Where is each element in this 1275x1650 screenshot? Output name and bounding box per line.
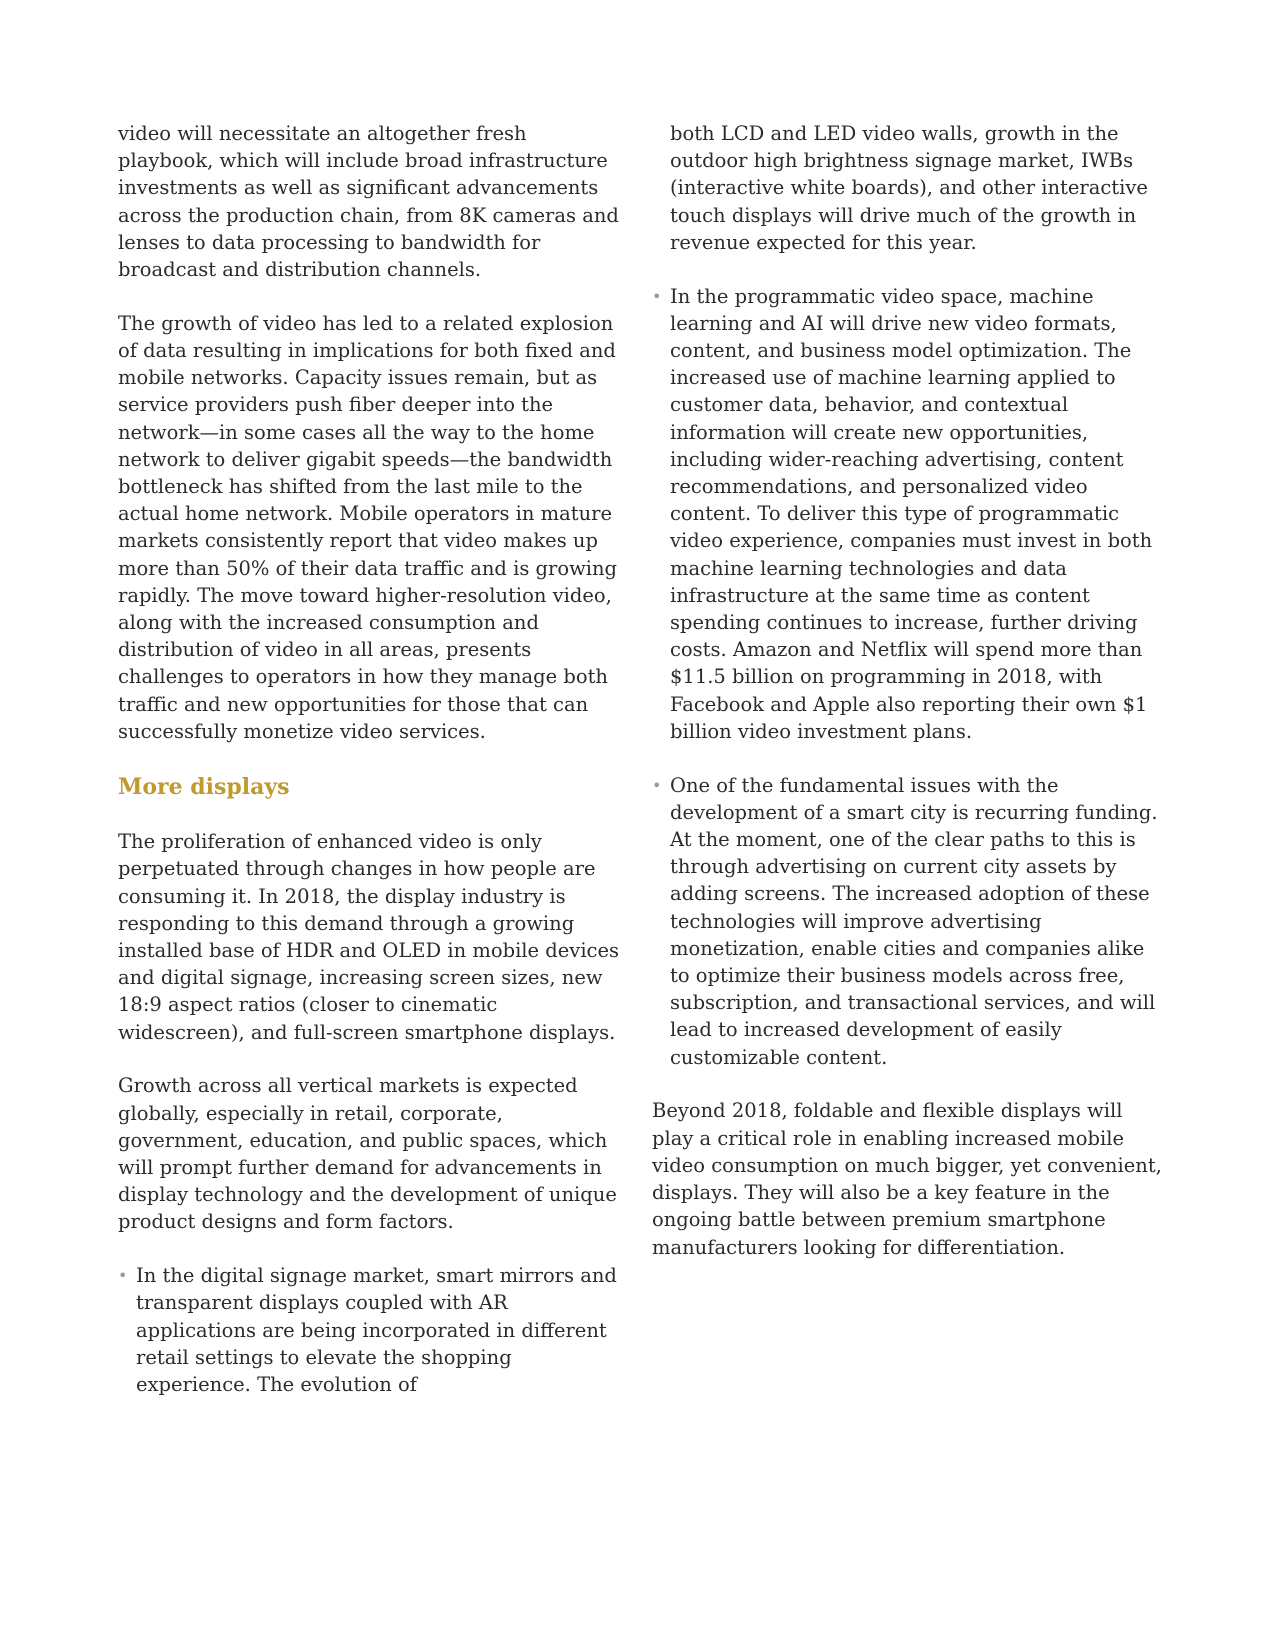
bullet-text: In the programmatic video space, machine learning and AI will drive new video formats, content, and business model optimization. The increased use of machine learning applied to customer data, behavior, and contextual information will create new opportunities, including wider-reaching advertising, content recommendations, and personalized video content. To deliver this type of programmatic video experience, companies must invest in both machine learning technologies and data infrastructure at the same time as content spending continues to increase, further driving costs. Amazon and Netflix will spend more than $11.5 billion on programming in 2018, with Facebook and Apple also reporting their own $1 billion video investment plans.: [670, 284, 1153, 743]
bullet-list: [118, 1262, 628, 1398]
bullet-continuation-video-walls: both LCD and LED video walls, growth in the outdoor high brightness signage market, IWBs (interactive white boards), and other interactive touch displays will drive much of the growth in revenue expected for this year.: [670, 122, 1148, 254]
bullet-item-smart-city: [652, 772, 1164, 1071]
bullet-dot: •: [118, 1266, 128, 1286]
left-column: [118, 120, 628, 1425]
bullet-text: In the digital signage market, smart mirrors and transparent displays coupled with AR applications are being incorporated in different retail settings to elevate the shopping experience. The evolution of: [136, 1264, 617, 1397]
bullet-dot: •: [652, 286, 662, 306]
paragraph-vertical-markets: Growth across all vertical markets is expected globally, especially in retail, corporate, government, education, and public spaces, which will prompt further demand for advancements in display technology and the development of unique product designs and form factors.: [118, 1074, 617, 1234]
bullet-list-right: [652, 283, 1164, 1071]
bullet-dot: •: [652, 775, 662, 795]
bullet-text: One of the fundamental issues with the development of a smart city is recurring funding. At the moment, one of the clear paths to this is through advertising on current city assets by adding screens. The increased adoption of these technologies will improve advertising monetization, enable cities and companies alike to optimize their business models across free, subscription, and transactional services, and will lead to increased development of easily customizable content.: [670, 773, 1158, 1069]
section-heading-more-displays: More displays: [118, 773, 290, 800]
bullet-item-programmatic-video: [652, 283, 1164, 745]
bullet-item-digital-signage: [118, 1262, 628, 1398]
paragraph-growth-of-video: The growth of video has led to a related explosion of data resulting in implications for both fixed and mobile networks. Capacity issues remain, but as service providers push fiber deeper into the network—in some cases all the way to the home network to deliver gigabit speeds—the bandwidth bottleneck has shifted from the last mile to the actual home network. Mobile operators in mature markets consistently report that video makes up more than 50% of their data traffic and is growing rapidly. The move toward higher-resolution video, along with the increased consumption and distribution of video in all areas, presents challenges to operators in how they manage both traffic and new opportunities for those that can successfully monetize video services.: [118, 311, 618, 743]
paragraph-proliferation: The proliferation of enhanced video is only perpetuated through changes in how people are consuming it. In 2018, the display industry is responding to this demand through a growing installed base of HDR and OLED in mobile devices and digital signage, increasing screen sizes, new 18:9 aspect ratios (closer to cinematic widescreen), and full-screen smartphone displays.: [118, 830, 620, 1044]
paragraph-beyond-2018: Beyond 2018, foldable and flexible displays will play a critical role in enabling increased mobile video consumption on much bigger, yet convenient, displays. They will also be a key feature in the ongoing battle between premium smartphone manufacturers looking for differentiation.: [652, 1099, 1162, 1259]
paragraph-video-playbook: video will necessitate an altogether fresh playbook, which will include broad infrastructure investments as well as significant advancements across the production chain, from 8K cameras and lenses to data processing to bandwidth for broadcast and distribution channels.: [118, 122, 619, 282]
right-column: [652, 120, 1164, 1287]
